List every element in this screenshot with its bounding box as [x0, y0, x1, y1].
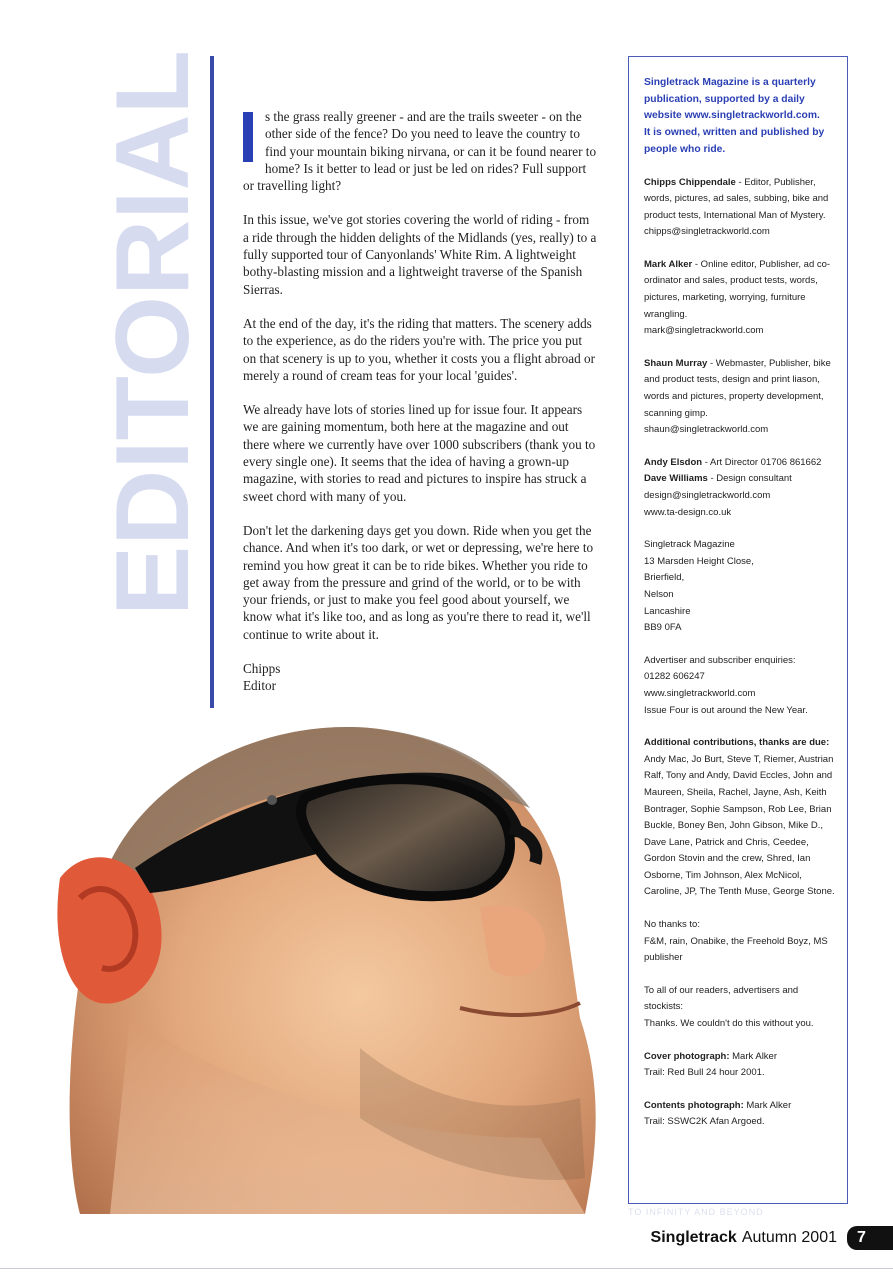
readers-line-1: To all of our readers, advertisers and stockists:	[644, 984, 799, 1013]
footer-brand: Singletrack	[650, 1229, 737, 1246]
design-credits	[644, 455, 835, 521]
staff-name: Mark Alker	[644, 258, 693, 270]
staff-email[interactable]: chipps@singletrackworld.com	[644, 226, 770, 238]
staff-name: Shaun Murray	[644, 357, 708, 369]
contributions-title: Additional contributions, thanks are due:	[644, 737, 830, 749]
staff-email[interactable]: shaun@singletrackworld.com	[644, 424, 769, 436]
cover-label: Cover photograph:	[644, 1050, 730, 1062]
watermark-text: TO INFINITY AND BEYOND	[628, 1207, 764, 1217]
contributions-text: Andy Mac, Jo Burt, Steve T, Riemer, Austrian Ralf, Tony and Andy, David Eccles, John and Maureen, Sheila, Rachel, Jayne, Ash, Keith Bontrager, Sophie Sampson, Rob Lee, Brian Buckle, Boney Ben, John Gibson, Mike D., Dave Lane, Patrick and Chris, Ceedee, Gordon Stovin and the crew, Shred, Ian Osborne, Tim Johnson, Alex McNicol, Caroline, JP, The Tenth Muse, George Stone.	[644, 753, 835, 898]
staff-email[interactable]: mark@singletrackworld.com	[644, 325, 764, 337]
article-paragraph-4: We already have lots of stories lined up for issue four. It appears we are gaining momentum, both here at the magazine and out there where we currently have over 1000 subscribers (thank you to every single one). It seems that the idea of having a grown-up magazine, with stories to read and pictures to inspire has struck a sweet chord with many of you.	[243, 402, 596, 504]
staff-name: Chipps Chippendale	[644, 176, 736, 188]
readers-line-2: Thanks. We couldn't do this without you.	[644, 1018, 814, 1030]
masthead-column	[628, 56, 848, 1204]
address-line: Lancashire	[644, 605, 691, 617]
page-footer	[651, 1226, 893, 1250]
cover-name: Mark Alker	[729, 1050, 778, 1062]
designer-desc-2: - Design consultant	[707, 473, 792, 485]
designer-desc-1: - Art Director 01706 861662	[702, 456, 822, 468]
no-thanks	[644, 917, 835, 967]
contents-credit	[644, 1098, 835, 1131]
page-number: 7	[847, 1226, 893, 1250]
staff-shaun	[644, 356, 835, 439]
enquiries-label: Advertiser and subscriber enquiries:	[644, 654, 796, 666]
design-email[interactable]: design@singletrackworld.com	[644, 490, 771, 502]
article-paragraph-2: In this issue, we've got stories covering the world of riding - from a ride through the hidden delights of the Midlands (yes, really) to a fully supported tour of Canyonlands' White Rim. A lightweight bothy-blasting mission and a lightweight traverse of the Spanish Sierras.	[243, 212, 597, 297]
designer-name-1: Andy Elsdon	[644, 456, 703, 468]
cover-credit	[644, 1049, 835, 1082]
staff-desc: - Editor, Publisher, words, pictures, ad sales, subbing, bike and product tests, International Man of Mystery.	[644, 176, 829, 221]
masthead-intro	[644, 75, 835, 159]
editorial-side-title	[95, 50, 211, 618]
bottom-rule	[0, 1268, 893, 1269]
next-issue-note: Issue Four is out around the New Year.	[644, 704, 808, 716]
enquiries	[644, 653, 835, 719]
address-line: Singletrack Magazine	[644, 539, 735, 551]
enquiries-phone[interactable]: 01282 606247	[644, 671, 705, 683]
article-paragraph-3: At the end of the day, it's the riding that matters. The scenery adds to the experience, as do the riders you're with. The price you put on that scenery is up to you, whether it costs you a flight abroad or merely a round of cream teas for your local 'guides'.	[243, 315, 595, 383]
contents-label: Contents photograph:	[644, 1099, 744, 1111]
address-line: BB9 0FA	[644, 622, 682, 634]
design-web[interactable]: www.ta-design.co.uk	[644, 506, 732, 518]
article-paragraph-1	[243, 108, 597, 194]
contributions	[644, 735, 835, 901]
signoff	[243, 660, 597, 694]
contents-trail: Trail: SSWC2K Afan Argoed.	[644, 1116, 765, 1128]
footer-season: Autumn 2001	[741, 1229, 837, 1246]
signoff-role: Editor	[243, 678, 276, 694]
article-paragraph-5: Don't let the darkening days get you down. Ride when you get the chance. And when it's too dark, or wet or depressing, we're here to remind you how great it can be to ride bikes. Whether you ride to get away from the pressure and grind of the world, or to be with your friends, or just to make you feel good about yourself, we know what it's like too, and as long as you're there to read it, we'll continue to write about it.	[243, 522, 594, 642]
address-line: Brierfield,	[644, 572, 685, 584]
cover-trail: Trail: Red Bull 24 hour 2001.	[644, 1067, 765, 1079]
dropcap	[243, 112, 253, 162]
vertical-rule	[210, 56, 214, 708]
staff-mark	[644, 257, 835, 340]
no-thanks-title: No thanks to:	[644, 919, 700, 931]
postal-address	[644, 537, 835, 637]
editorial-title-text: EDITORIAL	[95, 57, 211, 616]
address-line: Nelson	[644, 588, 674, 600]
paragraph-1-text: s the grass really greener - and are the trails sweeter - on the other side of the fence? Do you need to leave the country to find your mountain biking nirvana, or can it be found nearer to home? Is it better to lead or just be led on rides? Full support or travelling light?	[243, 109, 597, 194]
intro-line-1: Singletrack Magazine is a quarterly publication, supported by a daily website www.singletrackworld.com.	[644, 77, 820, 122]
staff-chipps	[644, 175, 835, 241]
staff-desc: - Webmaster, Publisher, bike and product tests, design and print liason, words and pictures, property development, scanning gimp.	[644, 357, 831, 419]
staff-desc: - Online editor, Publisher, ad co-ordinator and sales, product tests, words, pictures, marketing, worrying, furniture wrangling.	[644, 258, 831, 320]
rider-photo	[40, 718, 606, 1214]
signoff-name: Chipps	[243, 661, 281, 677]
address-line: 13 Marsden Height Close,	[644, 555, 754, 567]
designer-name-2: Dave Williams	[644, 473, 708, 485]
readers-thanks	[644, 983, 835, 1033]
enquiries-web[interactable]: www.singletrackworld.com	[644, 687, 756, 699]
no-thanks-text: F&M, rain, Onabike, the Freehold Boyz, MS publisher	[644, 935, 828, 964]
intro-line-2: It is owned, written and published by people who ride.	[644, 127, 825, 155]
editorial-article	[243, 108, 597, 694]
contents-name: Mark Alker	[743, 1099, 792, 1111]
